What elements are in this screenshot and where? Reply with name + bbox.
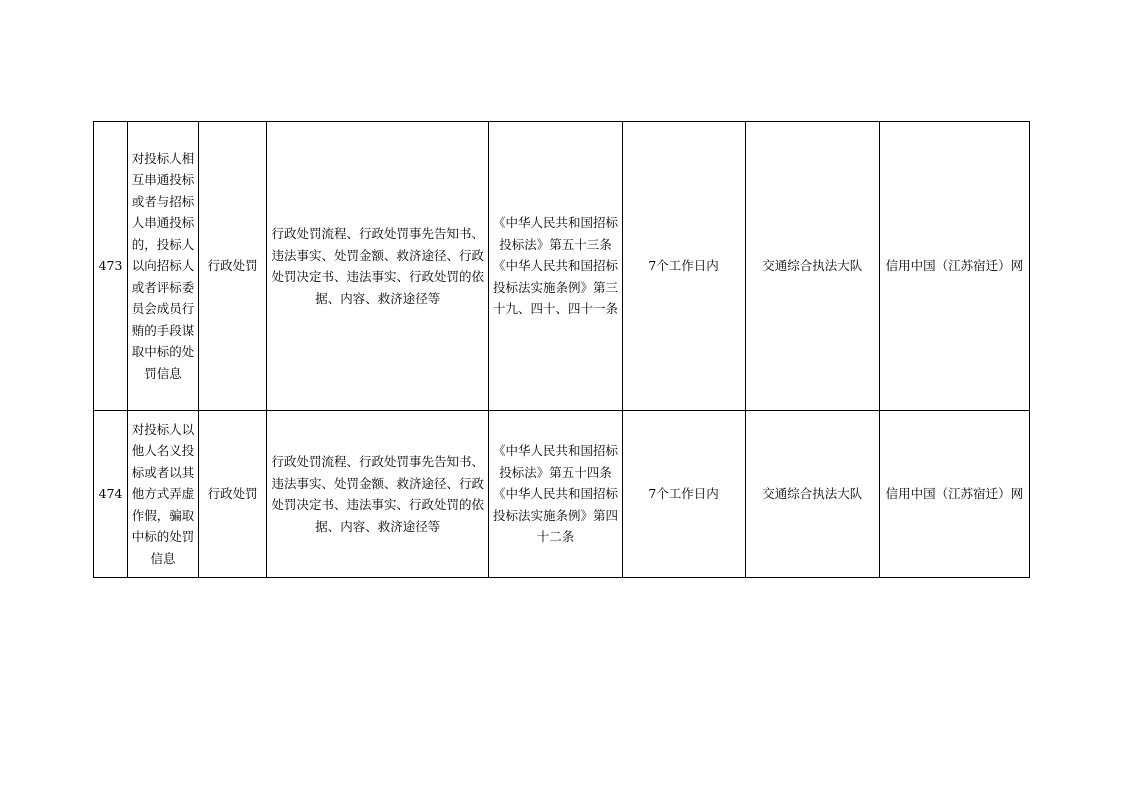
disclosure-deadline: 7个工作日内 xyxy=(622,411,745,578)
item-type: 行政处罚 xyxy=(199,411,267,578)
item-name: 对投标人以他人名义投标或者以其他方式弄虚作假，骗取中标的处罚信息 xyxy=(128,411,199,578)
legal-basis: 《中华人民共和国招标投标法》第五十四条《中华人民共和国招标投标法实施条例》第四十二条 xyxy=(489,411,622,578)
disclosure-content: 行政处罚流程、行政处罚事先告知书、违法事实、处罚金额、救济途径、行政处罚决定书、违法事实、行政处罚的依据、内容、救济途径等 xyxy=(267,122,489,411)
responsible-department: 交通综合执法大队 xyxy=(745,122,879,411)
publish-channel: 信用中国（江苏宿迁）网 xyxy=(879,122,1029,411)
disclosure-deadline: 7个工作日内 xyxy=(622,122,745,411)
disclosure-content: 行政处罚流程、行政处罚事先告知书、违法事实、处罚金额、救济途径、行政处罚决定书、违法事实、行政处罚的依据、内容、救济途径等 xyxy=(267,411,489,578)
disclosure-table xyxy=(93,121,1030,578)
legal-basis: 《中华人民共和国招标投标法》第五十三条《中华人民共和国招标投标法实施条例》第三十九、四十、四十一条 xyxy=(489,122,622,411)
table-row xyxy=(94,122,1030,411)
publish-channel: 信用中国（江苏宿迁）网 xyxy=(879,411,1029,578)
responsible-department: 交通综合执法大队 xyxy=(745,411,879,578)
row-id: 473 xyxy=(94,122,128,411)
table-row xyxy=(94,411,1030,578)
item-type: 行政处罚 xyxy=(199,122,267,411)
row-id: 474 xyxy=(94,411,128,578)
item-name: 对投标人相互串通投标或者与招标人串通投标的，投标人以向招标人或者评标委员会成员行贿的手段谋取中标的处罚信息 xyxy=(128,122,199,411)
